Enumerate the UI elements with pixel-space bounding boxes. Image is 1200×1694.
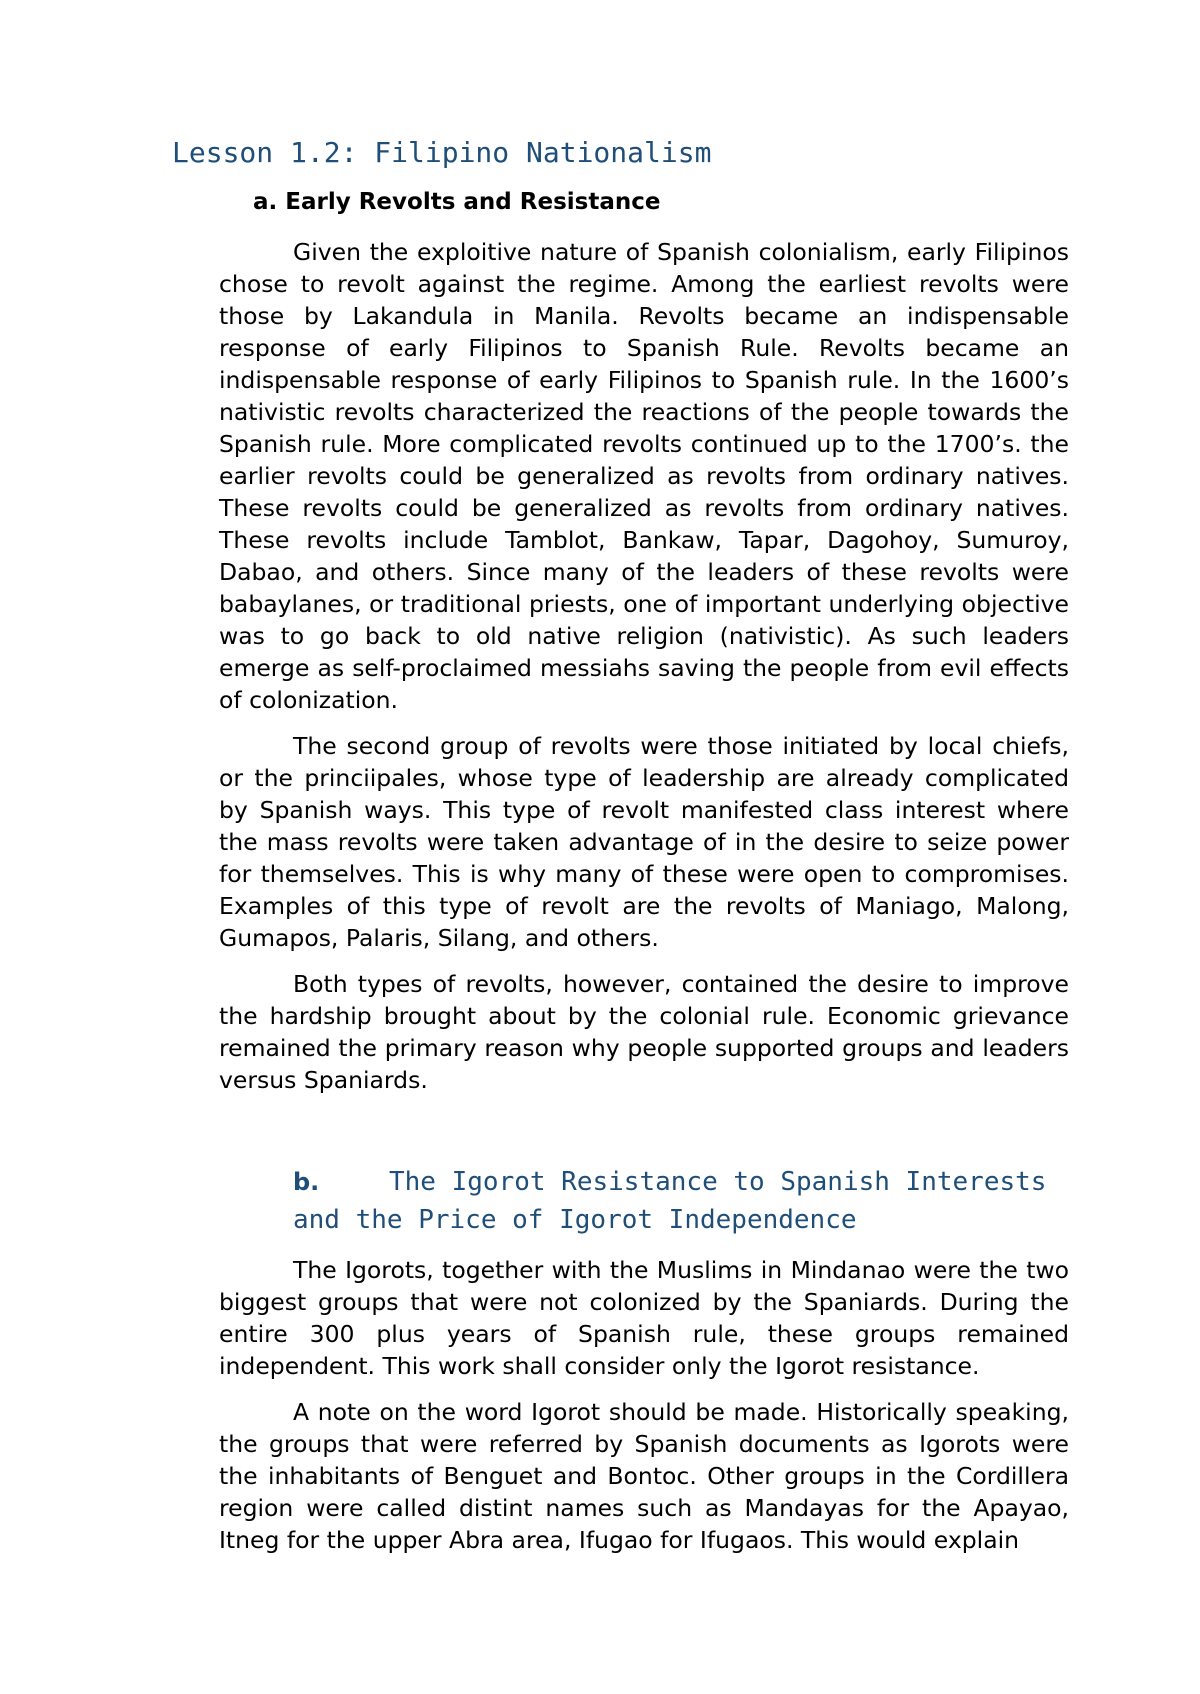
section-a-paragraph-3: Both types of revolts, however, contained the desire to improve the hardship brought about by the colonial rule. Economic grievance remained the primary reason why people supported groups and leaders versus Spaniards. [219, 970, 1069, 1094]
section-b-heading [293, 1163, 1083, 1239]
lesson-title: Lesson 1.2: Filipino Nationalism [172, 136, 712, 169]
section-b-paragraph-1: The Igorots, together with the Muslims in Mindanao were the two biggest groups that were not colonized by the Spaniards. During the entire 300 plus years of Spanish rule, these groups remained independent. This work shall consider only the Igorot resistance. [219, 1256, 1069, 1380]
section-b-paragraph-2: A note on the word Igorot should be made. Historically speaking, the groups that were referred by Spanish documents as Igorots were the inhabitants of Benguet and Bontoc. Other groups in the Cordillera region were called distint names such as Mandayas for the Apayao, Itneg for the upper Abra area, Ifugao for Ifugaos. This would explain [219, 1398, 1069, 1554]
section-a-heading: a. Early Revolts and Resistance [253, 189, 661, 215]
section-a-body [219, 236, 1069, 1110]
section-b-heading-text: The Igorot Resistance to Spanish Interests and the Price of Igorot Independence [293, 1167, 1047, 1235]
section-a-paragraph-2: The second group of revolts were those initiated by local chiefs, or the princiipales, whose type of leadership are already complicated by Spanish ways. This type of revolt manifested class interest where the mass revolts were taken advantage of in the desire to seize power for themselves. This is why many of these were open to compromises. Examples of this type of revolt are the revolts of Maniago, Malong, Gumapos, Palaris, Silang, and others. [219, 732, 1069, 952]
section-a-paragraph-1: Given the exploitive nature of Spanish colonialism, early Filipinos chose to revolt against the regime. Among the earliest revolts were those by Lakandula in Manila. Revolts became an indispensable response of early Filipinos to Spanish Rule. Revolts became an indispensable response of early Filipinos to Spanish rule. In the 1600’s nativistic revolts characterized the reactions of the people towards the Spanish rule. More complicated revolts continued up to the 1700’s. the earlier revolts could be generalized as revolts from ordinary natives. These revolts could be generalized as revolts from ordinary natives. These revolts include Tamblot, Bankaw, Tapar, Dagohoy, Sumuroy, Dabao, and others. Since many of the leaders of these revolts were babaylanes, or traditional priests, one of important underlying objective was to go back to old native religion (nativistic). As such leaders emerge as self-proclaimed messiahs saving the people from evil effects of colonization. [219, 238, 1069, 714]
section-b-body [219, 1254, 1069, 1570]
section-b-marker: b. [293, 1168, 320, 1196]
